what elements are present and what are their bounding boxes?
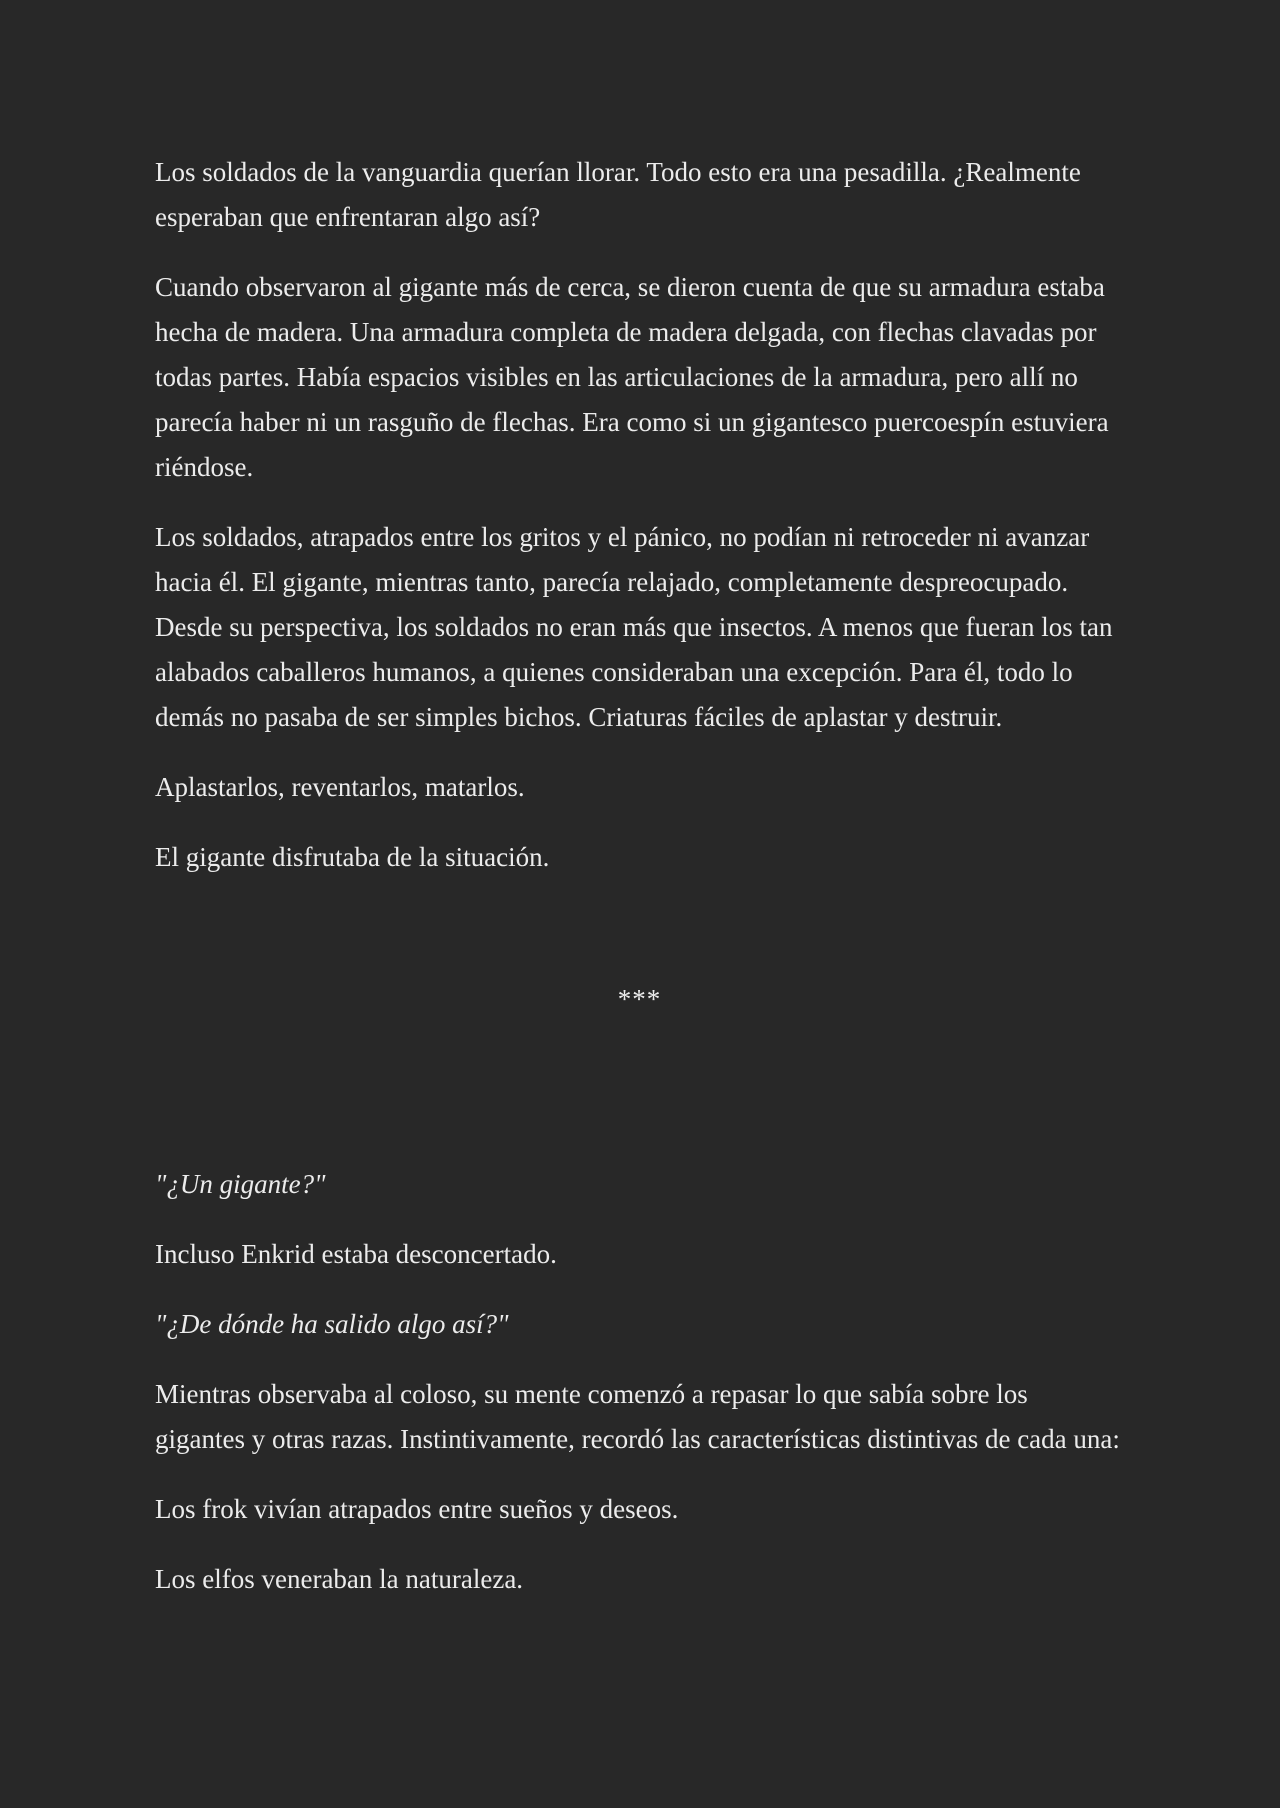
paragraph: Cuando observaron al gigante más de cerca, se dieron cuenta de que su armadura estaba hecha de madera. Una armadura completa de madera delgada, con flechas clavadas por todas partes. Había espacios visibles en las articulaciones de la armadura, pero allí no parecía haber ni un rasguño de flechas. Era como si un gigantesco puercoespín estuviera riéndose.: [155, 272, 1109, 482]
paragraph: Los soldados, atrapados entre los gritos y el pánico, no podían ni retroceder ni avanzar hacia él. El gigante, mientras tanto, parecía relajado, completamente despreocupado. Desde su perspectiva, los soldados no eran más que insectos. A menos que fueran los tan alabados caballeros humanos, a quienes consideraban una excepción. Para él, todo lo demás no pasaba de ser simples bichos. Criaturas fáciles de aplastar y destruir.: [155, 522, 1113, 732]
paragraph: Aplastarlos, reventarlos, matarlos.: [155, 772, 525, 802]
paragraph: El gigante disfrutaba de la situación.: [155, 842, 550, 872]
scene-separator: ***: [617, 984, 662, 1014]
paragraph: Los frok vivían atrapados entre sueños y deseos.: [155, 1494, 679, 1524]
reader-content: [155, 150, 1124, 1627]
dialogue-line: "¿Un gigante?": [155, 1169, 326, 1199]
paragraph: Los elfos veneraban la naturaleza.: [155, 1564, 524, 1594]
paragraph: Incluso Enkrid estaba desconcertado.: [155, 1239, 557, 1269]
dialogue-line: "¿De dónde ha salido algo así?": [155, 1309, 509, 1339]
paragraph: Mientras observaba al coloso, su mente comenzó a repasar lo que sabía sobre los gigantes y otras razas. Instintivamente, recordó las características distintivas de cada una:: [155, 1379, 1120, 1454]
paragraph: Los soldados de la vanguardia querían llorar. Todo esto era una pesadilla. ¿Realmente esperaban que enfrentaran algo así?: [155, 157, 1081, 232]
